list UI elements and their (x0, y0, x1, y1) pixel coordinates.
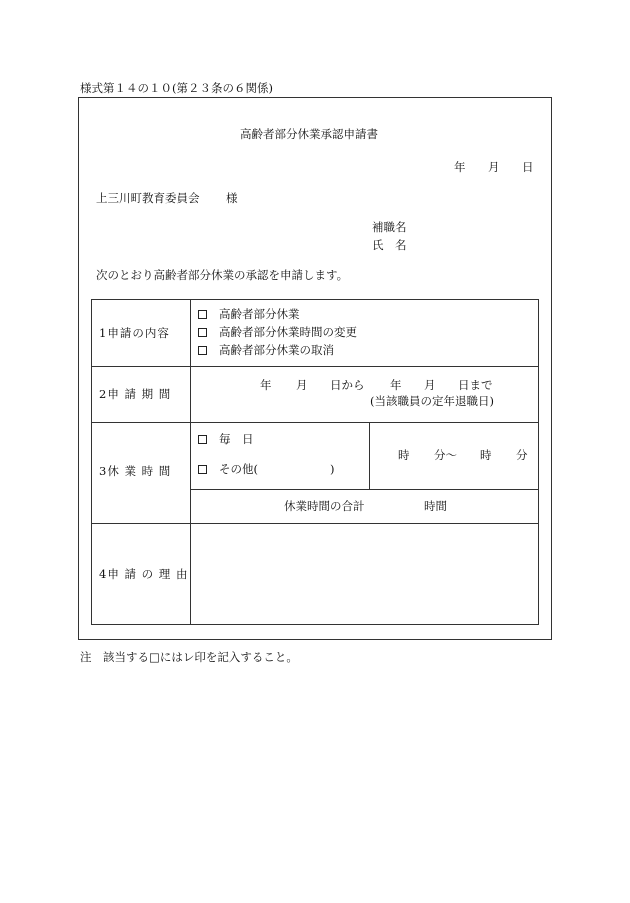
applicant-name-label: 氏 名 (372, 238, 407, 252)
row3-time-divider (369, 422, 370, 490)
period-end-month: 月 (424, 378, 436, 392)
time-start-minute: 分〜 (434, 448, 457, 462)
checkbox[interactable] (198, 435, 207, 444)
date-year-label: 年 (454, 160, 466, 174)
form-title: 高齢者部分休業承認申請書 (240, 127, 378, 141)
period-start-month: 月 (296, 378, 308, 392)
form-number-note: 様式第１４の１０(第２３条の６関係) (80, 81, 273, 95)
row1-label: 1申請の内容 (99, 326, 170, 340)
date-day-label: 日 (522, 160, 534, 174)
reason-field[interactable] (191, 524, 538, 624)
period-end-year: 年 (390, 378, 402, 392)
leave-total-unit: 時間 (424, 499, 447, 513)
option-label: 毎 日 (219, 432, 254, 446)
option-partial-leave-change[interactable] (198, 327, 357, 339)
time-end-minute: 分 (516, 448, 528, 462)
addressee-honorific: 様 (226, 191, 238, 205)
row4-label: 4申 請 の 理 由 (99, 567, 189, 581)
table-border-right (538, 299, 539, 625)
checkbox[interactable] (198, 328, 207, 337)
option-label: 高齢者部分休業の取消 (219, 343, 334, 357)
option-label: その他( (219, 462, 258, 476)
applicant-position-label: 補職名 (372, 220, 407, 234)
time-start-hour: 時 (398, 448, 410, 462)
checkbox[interactable] (198, 310, 207, 319)
table-border-top (91, 299, 539, 300)
checkbox[interactable] (198, 465, 207, 474)
intro-text: 次のとおり高齢者部分休業の承認を申請します。 (96, 268, 349, 282)
leave-total-label: 休業時間の合計 (284, 499, 365, 513)
date-month-label: 月 (488, 160, 500, 174)
option-daily[interactable] (198, 434, 254, 446)
table-border-bottom (91, 624, 539, 625)
row2-label: 2申 請 期 間 (99, 387, 172, 401)
option-partial-leave-cancel[interactable] (198, 345, 334, 357)
option-other-close: ) (330, 462, 335, 476)
footnote: 注 該当する□にはレ印を記入すること。 (80, 650, 298, 664)
option-other[interactable] (198, 464, 258, 476)
period-note: (当該職員の定年退職日) (370, 394, 494, 408)
row-divider-2 (91, 422, 539, 423)
table-border-left (91, 299, 92, 625)
row3-subdivider (190, 489, 539, 490)
option-partial-leave[interactable] (198, 309, 300, 321)
period-start-year: 年 (260, 378, 272, 392)
option-label: 高齢者部分休業 (219, 307, 300, 321)
addressee: 上三川町教育委員会 (96, 191, 200, 205)
period-start-day: 日から (330, 378, 365, 392)
row3-label: 3休 業 時 間 (99, 464, 172, 478)
option-label: 高齢者部分休業時間の変更 (219, 325, 357, 339)
row-divider-1 (91, 366, 539, 367)
time-end-hour: 時 (480, 448, 492, 462)
period-end-day: 日まで (458, 378, 493, 392)
checkbox[interactable] (198, 346, 207, 355)
